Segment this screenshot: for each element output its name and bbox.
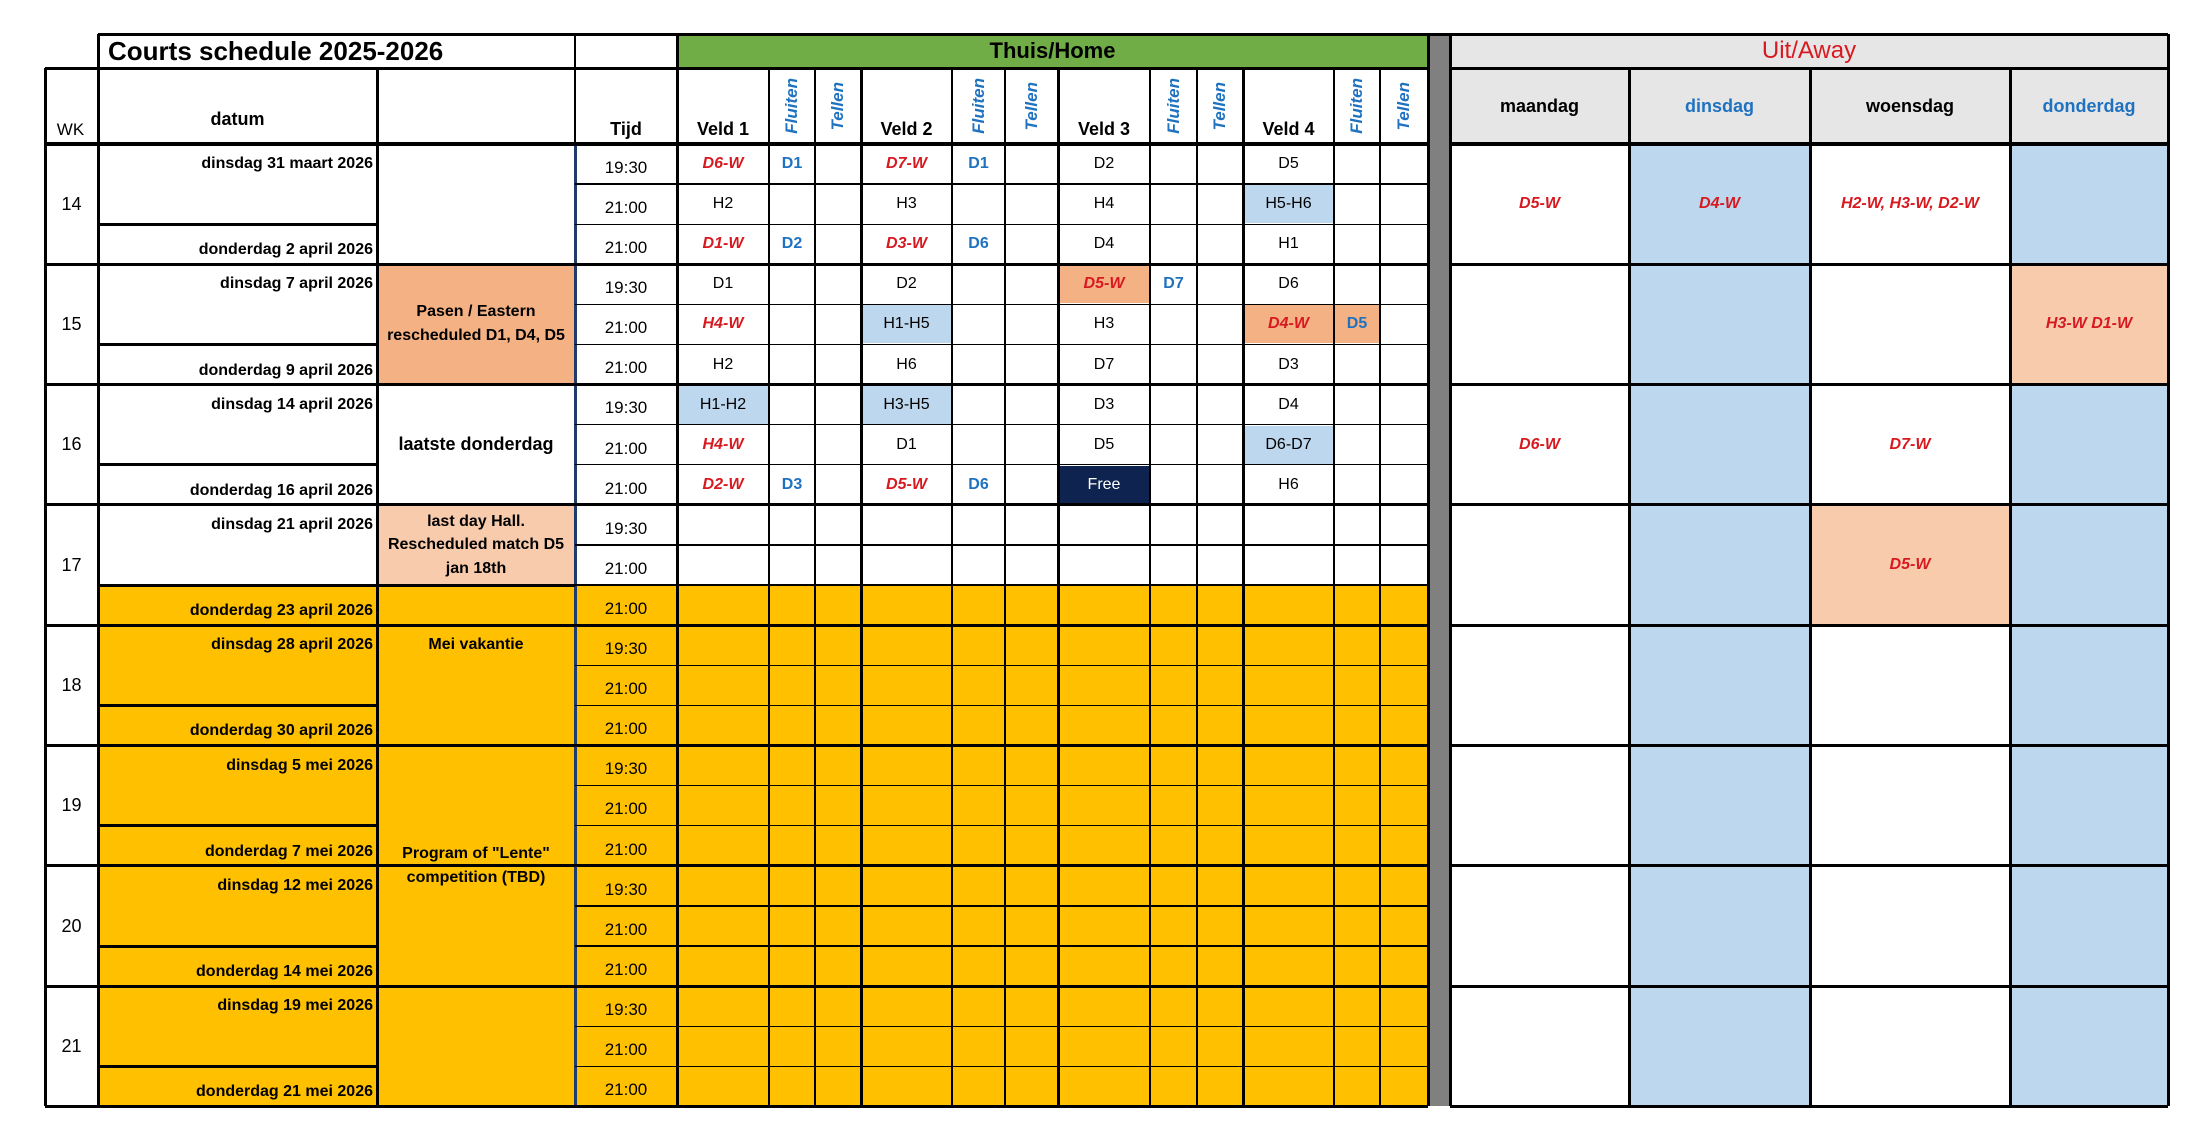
tellen-cell xyxy=(1381,185,1427,223)
date-cell: donderdag 21 mei 2026 xyxy=(196,1083,373,1101)
grid-line-h xyxy=(377,584,575,587)
grid-line-h xyxy=(1450,33,2168,36)
time-cell: 19:30 xyxy=(604,999,648,1019)
tellen-cell xyxy=(1198,426,1242,464)
grid-line-h xyxy=(98,945,377,948)
away-woensdag-cell: D5-W xyxy=(1889,556,1931,574)
away-dinsdag-cell xyxy=(1629,264,1810,384)
maandag-header: maandag xyxy=(1499,95,1580,116)
fluiten-cell xyxy=(1335,225,1379,263)
away-woensdag-cell: D7-W xyxy=(1889,435,1931,453)
veld-match-cell: D4-W xyxy=(1244,305,1333,343)
fluiten-cell xyxy=(1151,225,1196,263)
fluiten-cell xyxy=(1151,346,1196,384)
grid-line-h xyxy=(98,223,377,226)
fluiten-label: Fluiten xyxy=(968,78,988,134)
fluiten-cell xyxy=(1335,145,1379,183)
tellen-cell xyxy=(816,466,860,504)
time-cell: 19:30 xyxy=(604,398,648,418)
grid-line-h xyxy=(1450,985,2168,988)
time-cell: 21:00 xyxy=(604,318,648,338)
time-cell: 21:00 xyxy=(604,558,648,578)
fluiten-cell xyxy=(770,185,814,223)
tellen-cell xyxy=(1198,305,1242,343)
veld-match-cell: D6-D7 xyxy=(1244,426,1333,464)
tellen-cell xyxy=(1381,265,1427,303)
dinsdag-header: dinsdag xyxy=(1684,95,1754,116)
tellen-cell xyxy=(816,185,860,223)
veld-match-cell: H3 xyxy=(896,195,917,213)
grid-line-h xyxy=(575,344,1428,345)
veld-match-cell: H5-H6 xyxy=(1244,185,1333,223)
grid-line-h xyxy=(45,624,575,627)
date-cell: donderdag 9 april 2026 xyxy=(198,361,373,379)
date-cell: dinsdag 7 april 2026 xyxy=(220,275,373,293)
away-maandag-cell: D6-W xyxy=(1519,435,1560,453)
laatste-donderdag-note: laatste donderdag xyxy=(398,434,554,455)
fluiten-label: Fluiten xyxy=(1347,78,1367,134)
time-cell: 21:00 xyxy=(604,1080,648,1100)
away-donderdag-cell xyxy=(2010,385,2168,505)
fluiten-label: Fluiten xyxy=(1163,78,1183,134)
tellen-cell xyxy=(1381,466,1427,504)
tellen-cell xyxy=(1198,225,1242,263)
time-cell: 21:00 xyxy=(604,478,648,498)
away-donderdag-cell: H3-W D1-W xyxy=(2045,315,2133,333)
tellen-cell xyxy=(816,386,860,424)
veld-match-cell: H3 xyxy=(1093,315,1115,333)
grid-line-v xyxy=(2009,68,2012,1106)
tellen-cell xyxy=(1006,185,1057,223)
veld-match-cell: H2 xyxy=(712,355,734,373)
grid-line-h xyxy=(575,424,1428,425)
fluiten-cell xyxy=(953,426,1004,464)
tellen-cell xyxy=(816,225,860,263)
veld-match-cell: H2 xyxy=(712,195,734,213)
away-donderdag-cell xyxy=(2010,505,2168,625)
donderdag-header: donderdag xyxy=(2042,95,2136,116)
tellen-cell xyxy=(1381,426,1427,464)
datum-header: datum xyxy=(210,108,265,129)
tellen-cell xyxy=(1006,265,1057,303)
grid-line-h xyxy=(575,785,1428,786)
grid-line-h xyxy=(575,1026,1428,1027)
grid-line-h xyxy=(1450,142,2168,146)
fluiten-cell: D7 xyxy=(1163,275,1184,293)
grid-line-v xyxy=(2167,34,2170,1106)
time-cell: 19:30 xyxy=(604,639,648,659)
date-cell: dinsdag 21 april 2026 xyxy=(211,515,373,533)
fluiten-cell xyxy=(953,305,1004,343)
week-number: 18 xyxy=(61,675,82,696)
tellen-cell xyxy=(1381,305,1427,343)
tellen-header-4 xyxy=(1380,68,1428,144)
veld-match-cell: D3 xyxy=(1093,395,1115,413)
veld-match-cell: D6 xyxy=(1278,275,1299,293)
fluiten-cell xyxy=(1151,466,1196,504)
grid-line-h xyxy=(575,864,1428,867)
home-header: Thuis/Home xyxy=(989,38,1116,64)
fluiten-cell xyxy=(770,265,814,303)
away-dinsdag-cell xyxy=(1629,505,1810,625)
veld-match-cell: H6 xyxy=(896,355,917,373)
fluiten-cell: D6 xyxy=(968,235,989,253)
grid-line-h xyxy=(1450,1105,2168,1108)
veld-match-cell: D7 xyxy=(1093,355,1115,373)
time-cell: 21:00 xyxy=(604,839,648,859)
tellen-cell xyxy=(1198,466,1242,504)
veld-match-cell: D3 xyxy=(1278,355,1299,373)
grid-line-h xyxy=(575,945,1428,946)
grid-line-h xyxy=(575,503,1428,506)
fluiten-cell xyxy=(1335,386,1379,424)
date-cell: donderdag 16 april 2026 xyxy=(189,481,373,499)
grid-line-h xyxy=(575,383,1428,386)
veld-match-cell: D6-W xyxy=(702,155,744,173)
away-maandag-cell: D5-W xyxy=(1519,195,1560,213)
away-maandag-cell xyxy=(1450,505,1629,625)
fluiten-cell: D5 xyxy=(1335,305,1379,343)
tellen-header-3 xyxy=(1197,68,1243,144)
time-cell: 21:00 xyxy=(604,1040,648,1060)
veld-match-cell: D2-W xyxy=(702,475,744,493)
away-woensdag-cell xyxy=(1810,264,2010,384)
grid-line-h xyxy=(575,985,1428,988)
time-cell: 19:30 xyxy=(604,518,648,538)
time-cell: 21:00 xyxy=(604,799,648,819)
grid-line-h xyxy=(98,33,1450,36)
tellen-cell xyxy=(1381,225,1427,263)
fluiten-cell xyxy=(770,346,814,384)
grid-line-v xyxy=(44,68,47,1106)
grid-line-h xyxy=(575,464,1428,465)
veld-match-cell: H6 xyxy=(1278,475,1299,493)
veld-match-cell: D3-W xyxy=(886,235,927,253)
grid-line-h xyxy=(45,142,1428,146)
tellen-cell xyxy=(1198,265,1242,303)
veld-match-cell: D5 xyxy=(1278,155,1299,173)
date-cell: dinsdag 28 april 2026 xyxy=(211,636,373,654)
fluiten-cell xyxy=(1151,305,1196,343)
grid-line-h xyxy=(575,905,1428,906)
away-dinsdag-cell xyxy=(1629,385,1810,505)
tellen-cell xyxy=(816,145,860,183)
fluiten-header-4 xyxy=(1334,68,1380,144)
grid-line-h xyxy=(575,263,1428,266)
time-cell: 21:00 xyxy=(604,238,648,258)
veld-match-cell: H1 xyxy=(1278,235,1299,253)
away-header: Uit/Away xyxy=(1761,37,1857,64)
grid-line-h xyxy=(575,624,1428,627)
fluiten-cell xyxy=(953,265,1004,303)
fluiten-cell xyxy=(770,305,814,343)
grid-line-h xyxy=(377,503,575,506)
woensdag-header: woensdag xyxy=(1865,95,1954,116)
date-cell: dinsdag 31 maart 2026 xyxy=(201,155,373,172)
tellen-header-1 xyxy=(815,68,861,144)
grid-line-h xyxy=(1450,624,2168,627)
veld-match-cell: D2 xyxy=(896,275,917,293)
grid-line-v xyxy=(1809,68,1812,1106)
date-cell: donderdag 2 april 2026 xyxy=(198,241,373,259)
grid-line-h xyxy=(1450,744,2168,747)
fluiten-cell xyxy=(1151,145,1196,183)
time-cell: 21:00 xyxy=(604,438,648,458)
fluiten-cell: D1 xyxy=(968,155,989,173)
week-number: 14 xyxy=(61,193,82,214)
veld-match-cell: D2 xyxy=(1093,155,1115,173)
grid-line-v xyxy=(574,34,575,144)
grid-line-h xyxy=(575,825,1428,826)
fluiten-header-2 xyxy=(952,68,1005,144)
grid-line-h xyxy=(45,1105,1428,1108)
date-cell: dinsdag 14 april 2026 xyxy=(211,395,373,413)
fluiten-cell xyxy=(1335,346,1379,384)
grid-line-h xyxy=(1450,864,2168,867)
veld-match-cell: H4-W xyxy=(702,315,744,333)
tellen-cell xyxy=(1198,346,1242,384)
week-number: 17 xyxy=(61,554,82,575)
veld-match-cell: H1-H5 xyxy=(862,305,951,343)
pasen-note: Pasen / Eastern rescheduled D1, D4, D5 xyxy=(387,303,565,345)
veld-match-cell: H3-H5 xyxy=(862,386,951,424)
fluiten-cell xyxy=(953,185,1004,223)
tellen-label: Tellen xyxy=(1021,81,1041,131)
grid-line-h xyxy=(377,383,575,386)
fluiten-cell xyxy=(770,386,814,424)
time-cell: 19:30 xyxy=(604,278,648,298)
fluiten-header-1 xyxy=(769,68,815,144)
veld-match-cell: H4-W xyxy=(702,435,744,453)
tellen-cell xyxy=(1006,225,1057,263)
fluiten-cell xyxy=(1335,466,1379,504)
grid-line-h xyxy=(45,985,575,988)
tellen-cell xyxy=(1381,346,1427,384)
grid-line-v xyxy=(1449,34,1452,1106)
grid-line-h xyxy=(98,343,377,346)
fluiten-cell: D1 xyxy=(781,155,803,173)
fluiten-cell xyxy=(1335,426,1379,464)
date-cell: dinsdag 19 mei 2026 xyxy=(217,997,373,1015)
time-cell: 21:00 xyxy=(604,959,648,979)
veld-match-cell: D5 xyxy=(1093,435,1115,453)
veld-match-cell: D4 xyxy=(1278,395,1299,413)
week-number: 19 xyxy=(61,795,82,816)
veld-match-cell: D4 xyxy=(1093,235,1115,253)
grid-line-h xyxy=(575,544,1428,545)
grid-line-v xyxy=(1628,68,1631,1106)
tellen-label: Tellen xyxy=(1394,81,1414,131)
time-cell: 21:00 xyxy=(604,679,648,699)
grid-line-h xyxy=(575,744,1428,747)
grid-line-h xyxy=(575,584,1428,585)
tellen-cell xyxy=(1381,145,1427,183)
veld-4-header: Veld 4 xyxy=(1262,118,1315,139)
tellen-cell xyxy=(1006,386,1057,424)
veld-match-cell: D1 xyxy=(712,275,734,293)
grid-line-h xyxy=(575,224,1428,225)
veld-match-cell: D7-W xyxy=(886,155,927,173)
tellen-cell xyxy=(1006,466,1057,504)
separator-column xyxy=(1428,34,1450,1106)
fluiten-cell xyxy=(1151,386,1196,424)
fluiten-cell: D6 xyxy=(968,475,989,493)
grid-line-h xyxy=(98,463,377,466)
veld-2-header: Veld 2 xyxy=(880,118,933,139)
grid-line-h xyxy=(98,1065,377,1068)
veld-3-header: Veld 3 xyxy=(1077,118,1131,139)
fluiten-header-3 xyxy=(1150,68,1197,144)
tijd-header: Tijd xyxy=(610,118,642,139)
away-woensdag-cell: H2-W, H3-W, D2-W xyxy=(1840,195,1980,213)
grid-line-h xyxy=(575,705,1428,706)
time-cell: 21:00 xyxy=(604,358,648,378)
grid-line-h xyxy=(45,67,1428,70)
grid-line-h xyxy=(98,824,377,827)
tellen-cell xyxy=(1006,346,1057,384)
date-cell: donderdag 7 mei 2026 xyxy=(204,842,373,860)
time-cell: 19:30 xyxy=(604,157,648,177)
fluiten-cell: D3 xyxy=(781,475,803,493)
away-maandag-cell xyxy=(1450,264,1629,384)
grid-line-h xyxy=(98,584,377,587)
grid-line-h xyxy=(1810,625,2010,626)
date-cell: donderdag 30 april 2026 xyxy=(189,722,373,740)
veld-match-cell: H1-H2 xyxy=(678,386,768,424)
veld-match-cell: D1-W xyxy=(702,235,744,253)
time-cell: 21:00 xyxy=(604,197,648,217)
tellen-label: Tellen xyxy=(828,81,848,131)
away-donderdag-cell xyxy=(2010,144,2168,264)
grid-line-h xyxy=(1450,503,2168,506)
tellen-cell xyxy=(816,265,860,303)
veld-match-cell: D5-W xyxy=(886,475,927,493)
time-cell: 21:00 xyxy=(604,598,648,618)
veld-1-header: Veld 1 xyxy=(696,118,750,139)
mei-vakantie-note: Mei vakantie xyxy=(428,636,524,654)
fluiten-cell xyxy=(1151,426,1196,464)
grid-line-h xyxy=(575,183,1428,184)
veld-match-cell: Free xyxy=(1059,466,1149,504)
veld-match-cell: D5-W xyxy=(1059,265,1149,303)
time-cell: 21:00 xyxy=(604,719,648,739)
tellen-cell xyxy=(1006,145,1057,183)
week-number: 20 xyxy=(61,915,82,936)
tellen-cell xyxy=(816,346,860,384)
grid-line-h xyxy=(1450,263,2168,266)
date-cell: donderdag 23 april 2026 xyxy=(189,602,373,620)
tellen-cell xyxy=(1198,145,1242,183)
last-day-note: last day Hall. Rescheduled match D5 jan 18th xyxy=(387,513,565,577)
grid-line-h xyxy=(377,263,575,266)
page-title: Courts schedule 2025-2026 xyxy=(108,35,444,66)
tellen-cell xyxy=(816,426,860,464)
grid-line-h xyxy=(98,704,377,707)
wk-header: WK xyxy=(56,119,85,139)
tellen-header-2 xyxy=(1005,68,1058,144)
veld-match-cell: H4 xyxy=(1093,195,1115,213)
grid-line-h xyxy=(575,304,1428,305)
grid-line-h xyxy=(575,1066,1428,1067)
time-cell: 21:00 xyxy=(604,919,648,939)
tellen-cell xyxy=(1198,386,1242,424)
tellen-cell xyxy=(816,305,860,343)
fluiten-cell xyxy=(770,426,814,464)
grid-line-h xyxy=(45,744,575,747)
tellen-cell xyxy=(1006,426,1057,464)
week-number: 21 xyxy=(61,1035,82,1056)
fluiten-cell xyxy=(1335,265,1379,303)
date-cell: donderdag 14 mei 2026 xyxy=(196,963,373,981)
fluiten-cell xyxy=(953,346,1004,384)
grid-line-h xyxy=(575,665,1428,666)
time-cell: 19:30 xyxy=(604,879,648,899)
veld-match-cell: D1 xyxy=(896,435,917,453)
fluiten-cell xyxy=(1151,185,1196,223)
date-cell: dinsdag 12 mei 2026 xyxy=(217,876,373,894)
grid-line-h xyxy=(1450,383,2168,386)
away-dinsdag-cell: D4-W xyxy=(1699,195,1740,213)
week-number: 16 xyxy=(61,434,82,455)
date-cell: dinsdag 5 mei 2026 xyxy=(226,756,373,774)
fluiten-cell xyxy=(953,386,1004,424)
tellen-label: Tellen xyxy=(1210,81,1230,131)
fluiten-cell: D2 xyxy=(781,235,803,253)
tellen-cell xyxy=(1198,185,1242,223)
grid-line-h xyxy=(45,864,575,867)
fluiten-cell xyxy=(1335,185,1379,223)
time-cell: 19:30 xyxy=(604,759,648,779)
tellen-cell xyxy=(1381,386,1427,424)
week-number: 15 xyxy=(61,314,82,335)
fluiten-label: Fluiten xyxy=(782,78,802,134)
lente-program-note: Program of "Lente" competition (TBD) xyxy=(402,844,550,886)
tellen-cell xyxy=(1006,305,1057,343)
